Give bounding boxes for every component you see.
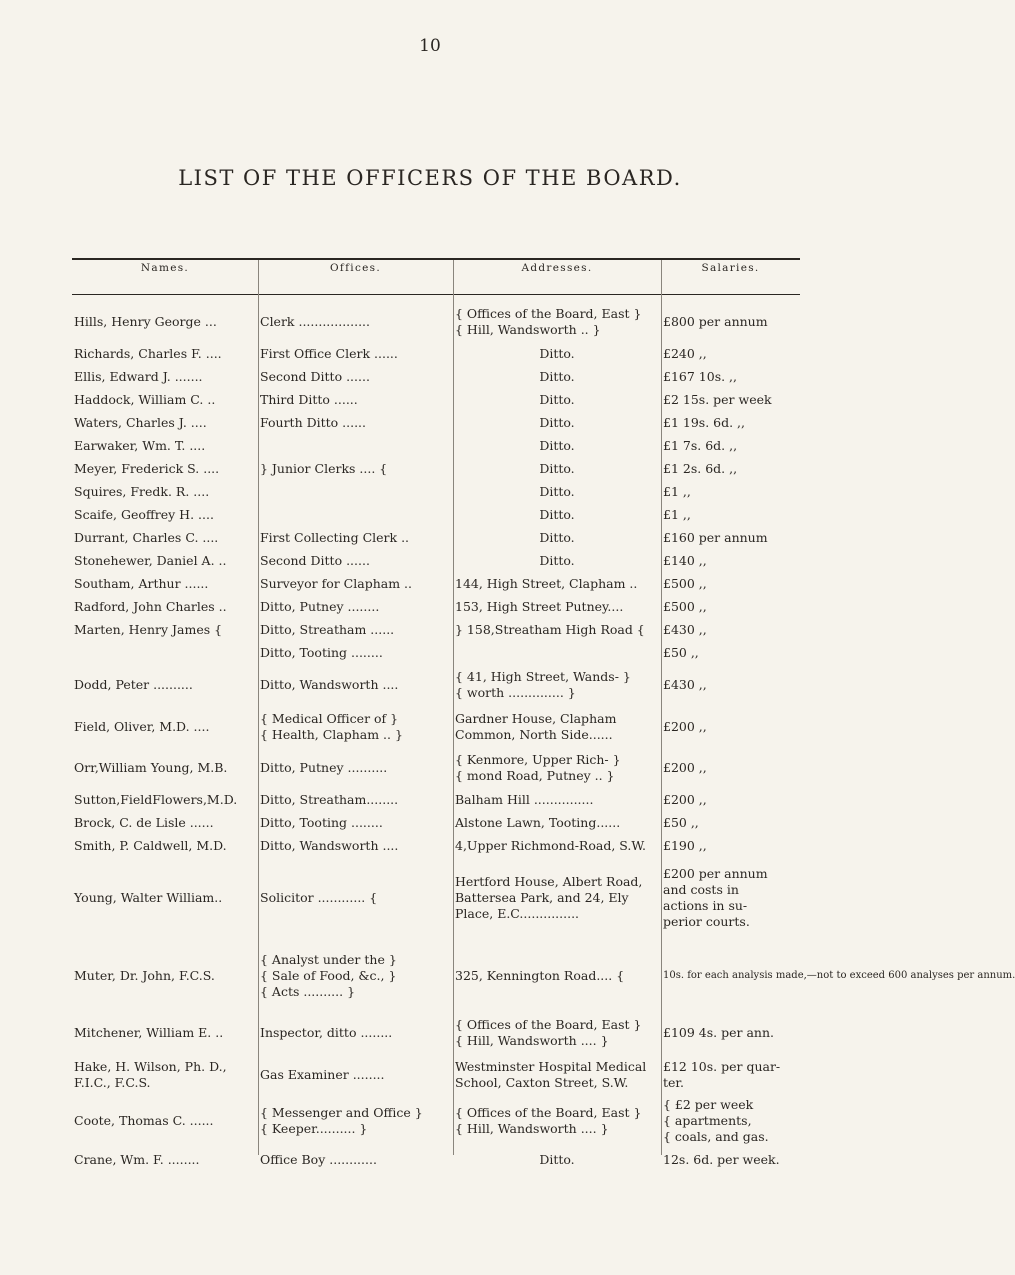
table-row [72, 1053, 800, 1097]
table-row [72, 857, 800, 939]
table-row [72, 365, 800, 388]
address-cell: { 41, High Street, Wands- } { worth .............. } [455, 669, 631, 700]
salary-cell: £50 ,, [663, 644, 699, 660]
salary-cell: £190 ,, [663, 837, 707, 853]
address-cell: Alstone Lawn, Tooting...... [455, 814, 621, 830]
salary-cell: £500 ,, [663, 575, 707, 591]
table-row [72, 811, 800, 834]
name-cell: Scaife, Geoffrey H. .... [74, 506, 214, 522]
table-row [72, 434, 800, 457]
office-cell: Inspector, ditto ........ [260, 1025, 393, 1040]
name-cell: Waters, Charles J. .... [74, 414, 207, 430]
name-cell: Dodd, Peter .......... [74, 677, 193, 692]
office-cell: Ditto, Streatham........ [260, 791, 399, 807]
salary-cell: £200 per annum and costs in actions in su- perior courts. [663, 866, 768, 929]
salary-cell: £500 ,, [663, 598, 707, 614]
name-cell: Orr,William Young, M.B. [74, 760, 228, 775]
office-cell: Gas Examiner ........ [260, 1067, 385, 1082]
salary-cell: £430 ,, [663, 621, 707, 637]
salary-cell: £167 10s. ,, [663, 368, 737, 384]
name-cell: Coote, Thomas C. ...... [74, 1113, 214, 1128]
address-cell: Ditto. [539, 483, 575, 499]
salary-cell: £1 19s. 6d. ,, [663, 414, 745, 430]
address-cell: } 158,Streatham High Road { [455, 621, 645, 637]
salary-cell: £200 ,, [663, 791, 707, 807]
address-cell: Ditto. [539, 1152, 575, 1167]
table-row [72, 457, 800, 480]
table-row [72, 939, 800, 1013]
office-cell: First Office Clerk ...... [260, 345, 398, 361]
office-cell: } Junior Clerks .... { [260, 460, 388, 476]
address-cell: { Offices of the Board, East } { Hill, Wandsworth .... } [455, 1017, 642, 1048]
address-cell [453, 641, 661, 664]
name-cell: Ellis, Edward J. ....... [74, 368, 203, 384]
office-cell: { Messenger and Office } { Keeper.......... } [260, 1105, 423, 1136]
address-cell: 325, Kennington Road.... { [455, 968, 625, 983]
table-row [72, 664, 800, 706]
name-cell: Stonehewer, Daniel A. .. [74, 552, 227, 568]
name-cell: Squires, Fredk. R. .... [74, 483, 210, 499]
salary-cell: £109 4s. per ann. [663, 1025, 774, 1040]
table-row [72, 526, 800, 549]
table-row [72, 788, 800, 811]
salary-cell: 10s. for each analysis made,—not to exceed 600 analyses per annum. [663, 970, 1015, 981]
name-cell: Hills, Henry George ... [74, 314, 217, 329]
name-cell: Marten, Henry James { [74, 621, 223, 637]
address-cell: Ditto. [539, 437, 575, 453]
office-cell: Solicitor ............ { [260, 890, 378, 905]
office-cell [258, 503, 453, 526]
salary-cell: £1 ,, [663, 506, 691, 522]
office-cell: First Collecting Clerk .. [260, 529, 410, 545]
address-cell: Ditto. [539, 414, 575, 430]
table-header-row [72, 250, 800, 288]
salary-cell: £200 ,, [663, 760, 707, 775]
name-cell: Southam, Arthur ...... [74, 575, 209, 591]
address-cell: Ditto. [539, 345, 575, 361]
office-cell [258, 434, 453, 457]
office-cell: Ditto, Wandsworth .... [260, 677, 399, 692]
address-cell: { Offices of the Board, East } { Hill, Wandsworth .. } [455, 306, 642, 337]
header-names: Names. [140, 262, 190, 275]
office-cell: { Medical Officer of } { Health, Clapham .. } [260, 711, 403, 742]
name-cell: Hake, H. Wilson, Ph. D., F.I.C., F.C.S. [74, 1059, 227, 1090]
salary-cell: £800 per annum [663, 314, 768, 329]
name-cell: Brock, C. de Lisle ...... [74, 814, 214, 830]
address-cell: Ditto. [539, 529, 575, 545]
salary-cell: £2 15s. per week [663, 391, 772, 407]
name-cell: Field, Oliver, M.D. .... [74, 719, 210, 734]
table-row [72, 572, 800, 595]
table-row [72, 302, 800, 342]
table-row [72, 480, 800, 503]
name-cell: Crane, Wm. F. ........ [74, 1152, 200, 1167]
office-cell: Second Ditto ...... [260, 368, 370, 384]
name-cell: Muter, Dr. John, F.C.S. [74, 968, 215, 983]
address-cell: Ditto. [539, 552, 575, 568]
salary-cell: £200 ,, [663, 719, 707, 734]
office-cell: Ditto, Streatham ...... [260, 621, 395, 637]
address-cell: Ditto. [539, 368, 575, 384]
salary-cell: £430 ,, [663, 677, 707, 692]
address-cell: { Kenmore, Upper Rich- } { mond Road, Putney .. } [455, 752, 621, 783]
name-cell: Smith, P. Caldwell, M.D. [74, 837, 227, 853]
office-cell: { Analyst under the } { Sale of Food, &c., } { Acts .......... } [260, 952, 397, 999]
office-cell: Fourth Ditto ...... [260, 414, 366, 430]
table-row [72, 411, 800, 434]
office-cell: Third Ditto ...... [260, 391, 358, 407]
page-title: LIST OF THE OFFICERS OF THE BOARD. [178, 166, 682, 190]
salary-cell: £50 ,, [663, 814, 699, 830]
table-row [72, 1097, 800, 1145]
name-cell: Durrant, Charles C. .... [74, 529, 219, 545]
header-offices: Offices. [330, 262, 381, 275]
table-row [72, 549, 800, 572]
salary-cell: 12s. 6d. per week. [663, 1152, 780, 1167]
salary-cell: £1 ,, [663, 483, 691, 499]
name-cell: Haddock, William C. .. [74, 391, 216, 407]
name-cell: Earwaker, Wm. T. .... [74, 437, 206, 453]
address-cell: 144, High Street, Clapham .. [455, 575, 638, 591]
name-cell [72, 641, 258, 664]
name-cell: Mitchener, William E. .. [74, 1025, 224, 1040]
name-cell: Meyer, Frederick S. .... [74, 460, 220, 476]
office-cell: Office Boy ............ [260, 1152, 377, 1167]
table-row [72, 706, 800, 748]
salary-cell: £240 ,, [663, 345, 707, 361]
name-cell: Sutton,FieldFlowers,M.D. [74, 791, 238, 807]
table-row [72, 503, 800, 526]
salary-cell: £140 ,, [663, 552, 707, 568]
name-cell: Radford, John Charles .. [74, 598, 227, 614]
address-cell: 153, High Street Putney.... [455, 598, 624, 614]
address-cell: Ditto. [539, 460, 575, 476]
address-cell: Westminster Hospital Medical School, Caxton Street, S.W. [455, 1059, 647, 1090]
table-row [72, 834, 800, 857]
page-number: 10 [419, 36, 441, 56]
table-row [72, 342, 800, 365]
table-body [72, 302, 1015, 1175]
salary-cell: £12 10s. per quar- ter. [663, 1059, 781, 1090]
office-cell: Second Ditto ...... [260, 552, 370, 568]
salary-cell: £160 per annum [663, 529, 768, 545]
salary-cell: £1 2s. 6d. ,, [663, 460, 738, 476]
address-cell: Ditto. [539, 506, 575, 522]
table-row [72, 748, 800, 788]
table-row [72, 1145, 800, 1175]
salary-cell: { £2 per week { apartments, { coals, and gas. [663, 1097, 769, 1144]
address-cell: Balham Hill ............... [455, 791, 594, 807]
address-cell: Hertford House, Albert Road, Battersea Park, and 24, Ely Place, E.C............... [455, 874, 643, 921]
salary-cell: £1 7s. 6d. ,, [663, 437, 738, 453]
office-cell: Ditto, Tooting ........ [260, 814, 383, 830]
office-cell: Ditto, Putney .......... [260, 760, 388, 775]
address-cell: Ditto. [539, 391, 575, 407]
table-row [72, 641, 800, 664]
office-cell: Clerk .................. [260, 314, 371, 329]
officers-table [72, 250, 1015, 1175]
address-cell: 4,Upper Richmond-Road, S.W. [455, 837, 646, 853]
name-cell: Young, Walter William.. [74, 890, 223, 905]
name-cell: Richards, Charles F. .... [74, 345, 222, 361]
table-row [72, 595, 800, 618]
office-cell: Ditto, Wandsworth .... [260, 837, 399, 853]
address-cell: { Offices of the Board, East } { Hill, Wandsworth .... } [455, 1105, 642, 1136]
office-cell: Ditto, Tooting ........ [260, 644, 383, 660]
header-addresses: Addresses. [521, 262, 593, 275]
table-row [72, 388, 800, 411]
office-cell [258, 480, 453, 503]
address-cell: Gardner House, Clapham Common, North Side...... [455, 711, 617, 742]
office-cell: Surveyor for Clapham .. [260, 575, 412, 591]
table-row [72, 1013, 800, 1053]
header-salaries: Salaries. [701, 262, 760, 275]
office-cell: Ditto, Putney ........ [260, 598, 380, 614]
table-row [72, 618, 800, 641]
